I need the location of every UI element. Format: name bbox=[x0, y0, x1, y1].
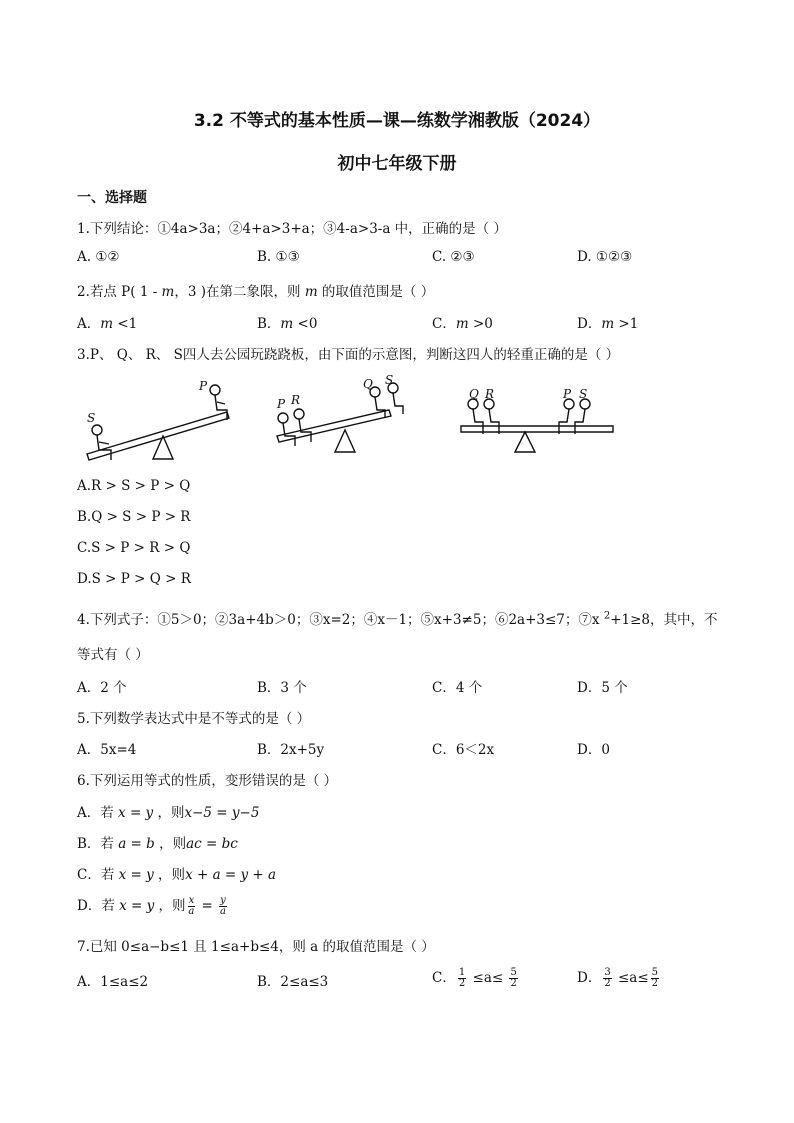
q2-option-a bbox=[77, 312, 137, 332]
option-prefix: A．若 bbox=[77, 805, 119, 821]
fraction-y-over-a bbox=[219, 896, 227, 917]
option-var: m bbox=[100, 316, 114, 332]
option-then: ，则 bbox=[153, 805, 185, 821]
q3-option-b: B.Q > S > P > R bbox=[77, 509, 191, 525]
figure-label-p: P bbox=[563, 387, 572, 401]
option-prefix: B．若 bbox=[77, 836, 119, 852]
q6-option-a bbox=[77, 801, 259, 821]
option-prefix: D．若 bbox=[77, 898, 120, 914]
figure-label-q: Q bbox=[469, 387, 479, 401]
figure-label-r: R bbox=[291, 393, 301, 407]
option-condition: x = y bbox=[118, 805, 154, 821]
person-p-body bbox=[559, 409, 569, 434]
option-then: ，则 bbox=[154, 836, 187, 852]
q4-option-c: C．4 个 bbox=[432, 680, 483, 696]
q2-option-c bbox=[432, 312, 493, 332]
question-3-stem: 3.P、 Q、 R、 S四人去公园玩跷跷板，由下面的示意图，判断这四人的轻重正确的是（ ） bbox=[77, 347, 620, 363]
numerator: 5 bbox=[510, 967, 517, 978]
person-p-body bbox=[283, 423, 295, 446]
fraction-x-over-a bbox=[188, 896, 196, 917]
option-condition: a = b bbox=[118, 836, 155, 852]
q6-option-c bbox=[77, 863, 276, 883]
q1-option-a: A. ①② bbox=[77, 249, 120, 265]
q7-option-d bbox=[577, 966, 661, 989]
q4-exponent: 2 bbox=[603, 610, 611, 622]
person-s-body bbox=[393, 393, 403, 414]
q6-option-d bbox=[77, 894, 229, 917]
option-label: C． bbox=[432, 316, 456, 332]
q1-option-d: D. ①②③ bbox=[577, 249, 633, 265]
figure-label-r: R bbox=[485, 387, 495, 401]
seesaw-figure bbox=[77, 372, 637, 472]
question-5-stem: 5.下列数学表达式中是不等式的是（ ） bbox=[77, 711, 311, 727]
document-subtitle: 初中七年级下册 bbox=[337, 154, 457, 174]
person-p-body bbox=[215, 395, 227, 420]
q2-var-m: m bbox=[161, 284, 175, 300]
q6-option-b bbox=[77, 832, 238, 852]
person-s-body bbox=[575, 409, 585, 434]
q4-option-d: D．5 个 bbox=[577, 680, 628, 696]
figure-label-s: S bbox=[87, 411, 96, 425]
q5-option-c: C．6＜2x bbox=[432, 742, 495, 758]
option-prefix: C．若 bbox=[77, 867, 119, 883]
section-heading: 一、选择题 bbox=[77, 190, 147, 206]
numerator: 3 bbox=[604, 967, 611, 978]
q4-option-b: B．3 个 bbox=[257, 680, 307, 696]
person-r-body bbox=[299, 419, 311, 442]
denominator: a bbox=[188, 906, 195, 917]
option-label: D． bbox=[577, 970, 602, 986]
option-label: D． bbox=[577, 316, 602, 332]
q3-option-d: D.S > P > Q > R bbox=[77, 571, 191, 587]
q7-option-c bbox=[432, 966, 520, 989]
q5-option-d: D．0 bbox=[577, 742, 610, 758]
q7-option-a: A．1≤a≤2 bbox=[77, 974, 149, 990]
option-mid: ≤a≤ bbox=[468, 970, 508, 986]
seesaw-2-fulcrum bbox=[335, 430, 355, 452]
q2-stem-part: 的取值范围是（ ） bbox=[317, 284, 435, 300]
figure-label-q: Q bbox=[363, 377, 373, 391]
fraction bbox=[651, 968, 659, 989]
equals-sign: = bbox=[197, 898, 218, 914]
person-r-head bbox=[294, 409, 304, 419]
q2-option-d bbox=[577, 312, 638, 332]
person-p-head bbox=[278, 413, 288, 423]
q2-var-m: m bbox=[304, 284, 318, 300]
person-p-head bbox=[210, 385, 220, 395]
person-s-head bbox=[92, 425, 102, 435]
denominator: 2 bbox=[510, 978, 517, 989]
option-var: m bbox=[455, 316, 469, 332]
document-title: 3.2 不等式的基本性质—课—练数学湘教版（2024） bbox=[193, 111, 601, 131]
q2-option-b bbox=[257, 312, 317, 332]
q4-stem-part: 4.下列式子：①5＞0；②3a+4b＞0；③x=2；④x－1；⑤x+3≠5；⑥2a+3≤7；⑦x bbox=[77, 612, 604, 628]
option-var: m bbox=[601, 316, 615, 332]
q3-option-c: C.S > P > R > Q bbox=[77, 540, 191, 556]
seesaw-3-plank bbox=[461, 426, 613, 432]
q3-option-a: A.R > S > P > Q bbox=[77, 478, 191, 494]
figure-label-p: P bbox=[199, 379, 208, 393]
option-label: A． bbox=[77, 316, 101, 332]
option-rest: >0 bbox=[468, 316, 493, 332]
option-rest: <0 bbox=[293, 316, 318, 332]
option-mid: ≤a≤ bbox=[613, 970, 649, 986]
option-rest: >1 bbox=[614, 316, 639, 332]
numerator: 1 bbox=[458, 967, 466, 978]
seesaw-1-plank bbox=[87, 412, 229, 460]
question-4-stem-line1 bbox=[77, 608, 718, 628]
figure-label-p: P bbox=[277, 397, 286, 411]
seesaw-3-fulcrum bbox=[515, 432, 535, 452]
figure-label-s: S bbox=[385, 373, 394, 387]
numerator: x bbox=[188, 895, 195, 906]
question-1-stem: 1.下列结论：①4a>3a；②4+a>3+a；③4-a>3-a 中，正确的是（ ） bbox=[77, 221, 507, 237]
q1-option-b: B. ①③ bbox=[257, 249, 300, 265]
denominator: 2 bbox=[458, 978, 466, 989]
denominator: a bbox=[219, 906, 226, 917]
q2-stem-part: 2.若点 P( 1 - bbox=[77, 284, 162, 300]
option-result: x−5 = y−5 bbox=[184, 805, 260, 821]
question-2-stem bbox=[77, 280, 434, 300]
option-then: ，则 bbox=[153, 867, 186, 883]
question-4-stem-line2: 等式有（ ） bbox=[77, 647, 149, 663]
denominator: 2 bbox=[604, 978, 611, 989]
figure-label-s: S bbox=[579, 387, 588, 401]
option-result: ac = bc bbox=[186, 836, 238, 852]
option-var: m bbox=[280, 316, 294, 332]
fraction bbox=[458, 968, 466, 989]
q4-option-a: A．2 个 bbox=[77, 680, 127, 696]
person-r-body bbox=[489, 409, 499, 434]
q5-option-b: B．2x+5y bbox=[257, 742, 325, 758]
option-label: C． bbox=[432, 970, 456, 986]
question-6-stem: 6.下列运用等式的性质，变形错误的是（ ） bbox=[77, 773, 338, 789]
q2-stem-part: ，3 )在第二象限，则 bbox=[174, 284, 305, 300]
q1-option-c: C. ②③ bbox=[432, 249, 475, 265]
person-q-body bbox=[375, 397, 385, 418]
option-condition: x = y bbox=[118, 867, 154, 883]
q5-option-a: A．5x=4 bbox=[77, 742, 137, 758]
q7-option-b: B．2≤a≤3 bbox=[257, 974, 329, 990]
option-result: x + a = y + a bbox=[185, 867, 277, 883]
option-label: B． bbox=[257, 316, 281, 332]
question-7-stem: 7.已知 0≤a−b≤1 且 1≤a+b≤4，则 a 的取值范围是（ ） bbox=[77, 939, 435, 955]
person-q-body bbox=[473, 409, 483, 434]
option-condition: x = y bbox=[119, 898, 155, 914]
numerator: 5 bbox=[651, 967, 659, 978]
option-then: ，则 bbox=[154, 898, 186, 914]
fraction bbox=[603, 968, 611, 989]
denominator: 2 bbox=[651, 978, 659, 989]
option-rest: <1 bbox=[113, 316, 138, 332]
numerator: y bbox=[220, 895, 226, 906]
q4-stem-part: +1≥8，其中，不 bbox=[610, 612, 718, 628]
fraction bbox=[509, 968, 517, 989]
